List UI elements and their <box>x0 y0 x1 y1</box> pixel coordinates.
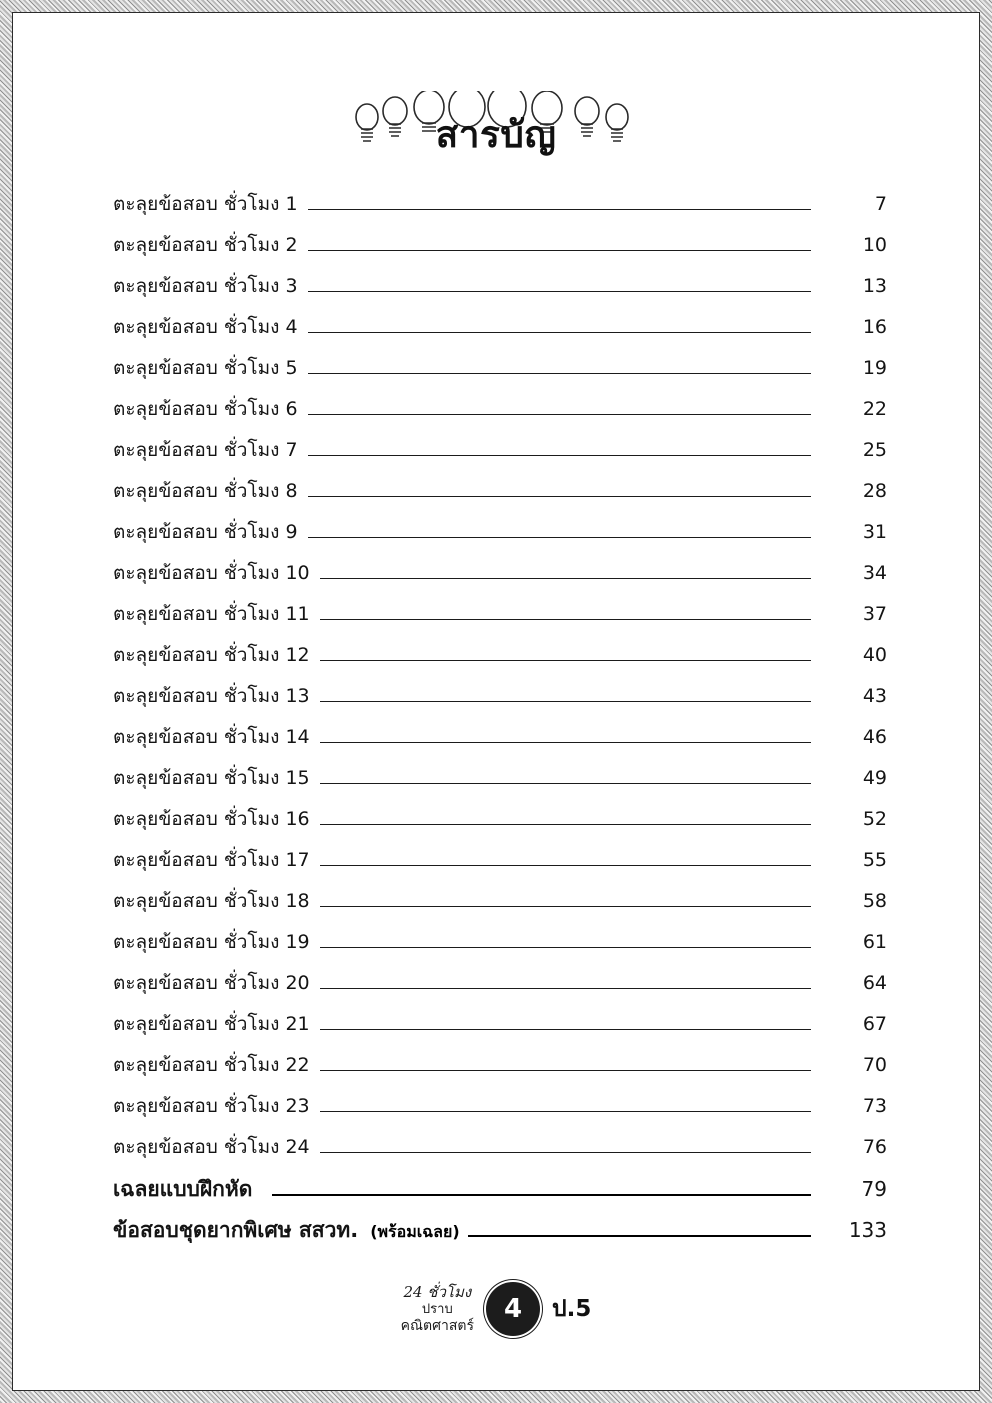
toc-entry-page-number: 79 <box>861 1177 887 1201</box>
toc-entry[interactable] <box>113 1132 887 1173</box>
toc-entry[interactable] <box>113 517 887 558</box>
toc-entry-label: ตะลุยข้อสอบ ชั่วโมง 18 <box>113 890 310 912</box>
toc-entry-page-number: 76 <box>862 1136 887 1158</box>
toc-entry-page-number: 52 <box>862 808 887 830</box>
page-number-badge: 4 <box>486 1282 540 1336</box>
toc-entry-page-number: 67 <box>862 1013 887 1035</box>
toc-entry-page-number: 10 <box>862 234 887 256</box>
toc-leader-line <box>320 1111 811 1112</box>
toc-entry-note: (พร้อมเฉลย) <box>370 1222 460 1241</box>
toc-entry[interactable] <box>113 1173 887 1214</box>
toc-leader-line <box>320 824 811 825</box>
toc-entry-page-number: 31 <box>862 521 887 543</box>
toc-entry-label: ตะลุยข้อสอบ ชั่วโมง 9 <box>113 521 298 543</box>
toc-entry[interactable] <box>113 558 887 599</box>
toc-entry-label: ตะลุยข้อสอบ ชั่วโมง 1 <box>113 193 298 215</box>
toc-entry[interactable] <box>113 968 887 1009</box>
toc-entry[interactable] <box>113 886 887 927</box>
toc-entry-page-number: 49 <box>862 767 887 789</box>
toc-entry-page-number: 43 <box>862 685 887 707</box>
toc-entry[interactable] <box>113 435 887 476</box>
toc-entry-page-number: 34 <box>862 562 887 584</box>
toc-leader-line <box>320 988 811 989</box>
toc-entry[interactable] <box>113 394 887 435</box>
toc-entry[interactable] <box>113 640 887 681</box>
toc-entry[interactable] <box>113 1214 887 1255</box>
toc-leader-line <box>320 1070 811 1071</box>
toc-entry-page-number: 133 <box>848 1218 887 1242</box>
toc-entry-label: ตะลุยข้อสอบ ชั่วโมง 15 <box>113 767 310 789</box>
toc-leader-line <box>308 455 811 456</box>
footer-line-1: 24 ชั่วโมง <box>403 1283 472 1302</box>
table-of-contents <box>113 189 887 1255</box>
toc-entry-label: ตะลุยข้อสอบ ชั่วโมง 8 <box>113 480 298 502</box>
toc-entry-page-number: 22 <box>862 398 887 420</box>
toc-entry-page-number: 40 <box>862 644 887 666</box>
toc-entry[interactable] <box>113 271 887 312</box>
toc-leader-line <box>308 291 811 292</box>
toc-entry-label: ตะลุยข้อสอบ ชั่วโมง 16 <box>113 808 310 830</box>
toc-entry-page-number: 64 <box>862 972 887 994</box>
toc-entry[interactable] <box>113 353 887 394</box>
toc-entry[interactable] <box>113 599 887 640</box>
toc-leader-line <box>308 496 811 497</box>
toc-entry[interactable] <box>113 476 887 517</box>
toc-leader-line <box>320 865 811 866</box>
toc-entry[interactable] <box>113 312 887 353</box>
toc-entry-label: ตะลุยข้อสอบ ชั่วโมง 19 <box>113 931 310 953</box>
toc-entry-page-number: 46 <box>862 726 887 748</box>
toc-entry[interactable] <box>113 189 887 230</box>
toc-leader-line <box>308 209 811 210</box>
toc-entry-page-number: 58 <box>862 890 887 912</box>
footer-line-2: ปราบ <box>421 1301 453 1317</box>
toc-entry-page-number: 61 <box>862 931 887 953</box>
toc-entry[interactable] <box>113 927 887 968</box>
toc-entry-label: ตะลุยข้อสอบ ชั่วโมง 11 <box>113 603 310 625</box>
toc-entry-page-number: 16 <box>862 316 887 338</box>
toc-entry[interactable] <box>113 1050 887 1091</box>
toc-entry[interactable] <box>113 1009 887 1050</box>
footer-book-title <box>401 1283 474 1334</box>
toc-entry[interactable] <box>113 763 887 804</box>
toc-entry-label: ตะลุยข้อสอบ ชั่วโมง 22 <box>113 1054 310 1076</box>
toc-leader-line <box>320 906 811 907</box>
toc-entry[interactable] <box>113 230 887 271</box>
toc-leader-line <box>468 1235 811 1237</box>
toc-entry[interactable] <box>113 1091 887 1132</box>
page-title-area <box>13 91 979 171</box>
toc-leader-line <box>308 537 811 538</box>
toc-leader-line <box>308 332 811 333</box>
toc-leader-line <box>320 783 811 784</box>
toc-entry-page-number: 25 <box>862 439 887 461</box>
toc-leader-line <box>320 1029 811 1030</box>
toc-entry-label: ตะลุยข้อสอบ ชั่วโมง 17 <box>113 849 310 871</box>
toc-entry-page-number: 28 <box>862 480 887 502</box>
toc-entry-page-number: 55 <box>862 849 887 871</box>
toc-entry-label: ตะลุยข้อสอบ ชั่วโมง 4 <box>113 316 298 338</box>
toc-entry-label: ตะลุยข้อสอบ ชั่วโมง 21 <box>113 1013 310 1035</box>
toc-leader-line <box>320 660 811 661</box>
page-footer <box>13 1282 979 1336</box>
page-title: สารบัญ <box>435 113 557 156</box>
toc-entry[interactable] <box>113 681 887 722</box>
toc-leader-line <box>272 1194 811 1196</box>
toc-entry-label: ตะลุยข้อสอบ ชั่วโมง 6 <box>113 398 298 420</box>
toc-entry-label: เฉลยแบบฝึกหัด <box>113 1177 253 1201</box>
toc-entry-page-number: 13 <box>862 275 887 297</box>
toc-leader-line <box>320 1152 811 1153</box>
toc-entry-label: ตะลุยข้อสอบ ชั่วโมง 2 <box>113 234 298 256</box>
toc-entry-label: ตะลุยข้อสอบ ชั่วโมง 5 <box>113 357 298 379</box>
toc-leader-line <box>320 742 811 743</box>
footer-line-3: คณิตศาสตร์ <box>400 1317 474 1334</box>
toc-entry-label: ตะลุยข้อสอบ ชั่วโมง 20 <box>113 972 310 994</box>
toc-entry-page-number: 73 <box>862 1095 887 1117</box>
page-content <box>12 12 980 1391</box>
toc-leader-line <box>320 578 811 579</box>
toc-entry-page-number: 37 <box>862 603 887 625</box>
toc-entry[interactable] <box>113 804 887 845</box>
toc-entry[interactable] <box>113 722 887 763</box>
toc-entry-page-number: 70 <box>862 1054 887 1076</box>
toc-entry-label: ตะลุยข้อสอบ ชั่วโมง 10 <box>113 562 310 584</box>
toc-entry-label: ตะลุยข้อสอบ ชั่วโมง 7 <box>113 439 298 461</box>
toc-entry[interactable] <box>113 845 887 886</box>
toc-leader-line <box>308 373 811 374</box>
toc-leader-line <box>308 414 811 415</box>
toc-entry-label: ตะลุยข้อสอบ ชั่วโมง 14 <box>113 726 310 748</box>
toc-entry-label: ตะลุยข้อสอบ ชั่วโมง 3 <box>113 275 298 297</box>
toc-entry-label: ข้อสอบชุดยากพิเศษ สสวท. <box>113 1218 359 1242</box>
toc-leader-line <box>308 250 811 251</box>
toc-entry-label: ตะลุยข้อสอบ ชั่วโมง 13 <box>113 685 310 707</box>
toc-entry-page-number: 19 <box>862 357 887 379</box>
toc-leader-line <box>320 619 811 620</box>
grade-label: ป.5 <box>552 1296 592 1322</box>
toc-leader-line <box>320 947 811 948</box>
toc-entry-page-number: 7 <box>874 193 887 215</box>
toc-entry-label: ตะลุยข้อสอบ ชั่วโมง 23 <box>113 1095 310 1117</box>
toc-leader-line <box>320 701 811 702</box>
toc-entry-label: ตะลุยข้อสอบ ชั่วโมง 24 <box>113 1136 310 1158</box>
toc-entry-label: ตะลุยข้อสอบ ชั่วโมง 12 <box>113 644 310 666</box>
